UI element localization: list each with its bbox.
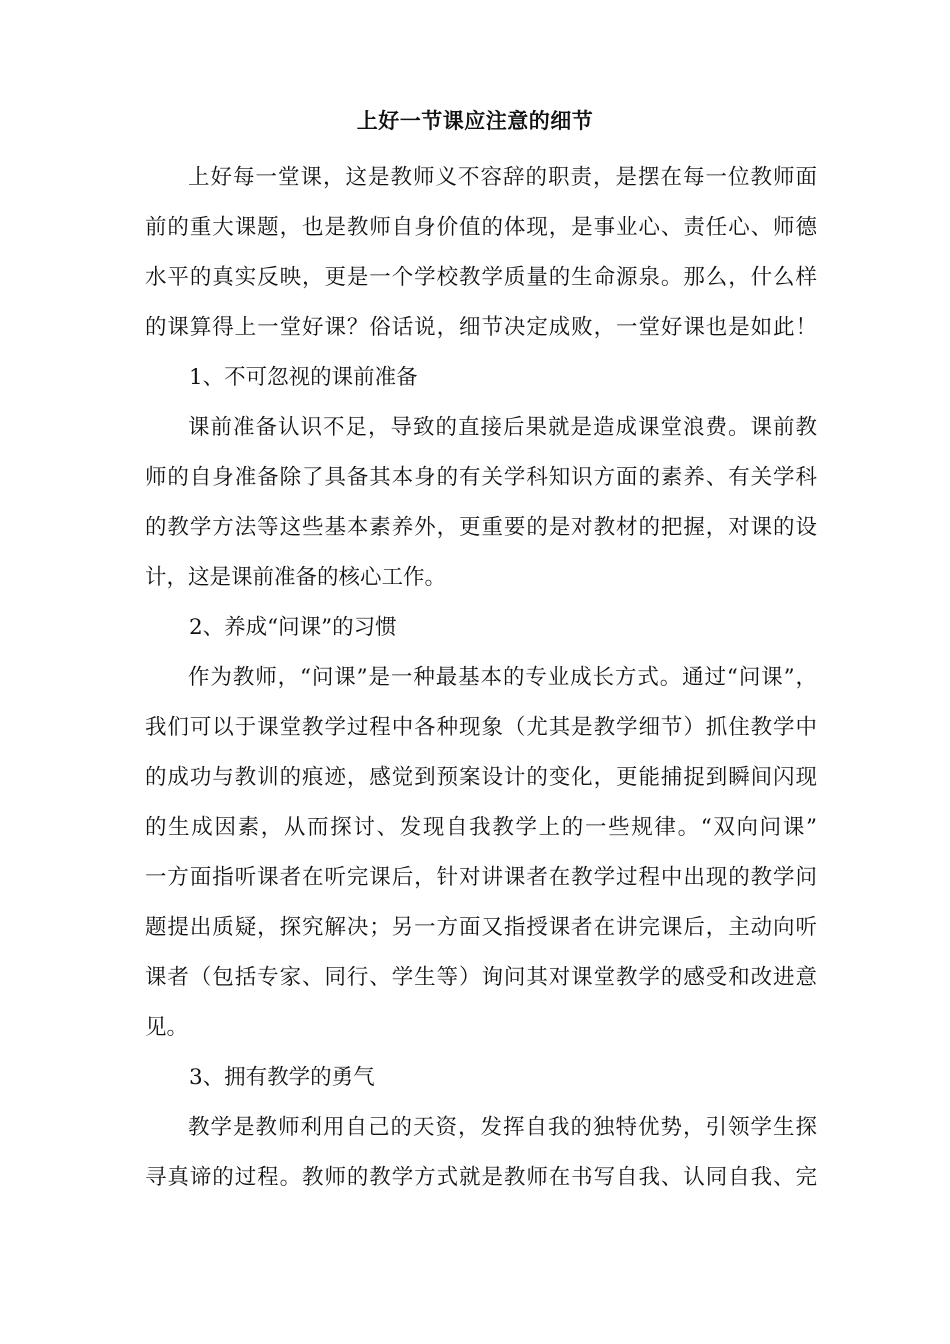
paragraph-3-line-6: 题提出质疑，探究解决；另一方面又指授课者在讲完课后，主动向听	[145, 915, 817, 940]
paragraph-3-line-2: 我们可以于课堂教学过程中各种现象（尤其是教学细节）抓住教学中	[145, 715, 817, 740]
paragraph-2-line-2: 师的自身准备除了具备其本身的有关学科知识方面的素养、有关学科	[145, 465, 817, 490]
paragraph-1-line-1: 上好每一堂课，这是教师义不容辞的职责，是摆在每一位教师面	[188, 165, 817, 190]
paragraph-3-line-3: 的成功与教训的痕迹，感觉到预案设计的变化，更能捕捉到瞬间闪现	[145, 765, 817, 790]
paragraph-2-line-1: 课前准备认识不足，导致的直接后果就是造成课堂浪费。课前教	[188, 415, 817, 440]
paragraph-1-line-3: 水平的真实反映，更是一个学校教学质量的生命源泉。那么，什么样	[145, 265, 817, 290]
document-body	[145, 153, 817, 1203]
section-heading-1: 1、不可忽视的课前准备	[189, 365, 418, 390]
paragraph-1-line-4: 的课算得上一堂好课？俗话说，细节决定成败，一堂好课也是如此！	[145, 315, 817, 340]
paragraph-4-line-1: 教学是教师利用自己的天资，发挥自我的独特优势，引领学生探	[188, 1115, 817, 1140]
paragraph-3-line-7: 课者（包括专家、同行、学生等）询问其对课堂教学的感受和改进意	[145, 965, 817, 990]
paragraph-2-line-3: 的教学方法等这些基本素养外，更重要的是对教材的把握，对课的设	[145, 515, 817, 540]
paragraph-1-line-2: 前的重大课题，也是教师自身价值的体现，是事业心、责任心、师德	[145, 215, 817, 240]
paragraph-2-line-4: 计，这是课前准备的核心工作。	[145, 565, 447, 590]
section-heading-2: 2、养成“问课”的习惯	[189, 615, 397, 640]
paragraph-3-line-5: 一方面指听课者在听完课后，针对讲课者在教学过程中出现的教学问	[145, 865, 817, 890]
document-title: 上好一节课应注意的细节	[356, 108, 594, 133]
paragraph-3-line-4: 的生成因素，从而探讨、发现自我教学上的一些规律。“双向问课”	[145, 815, 817, 840]
paragraph-4-line-2: 寻真谛的过程。教师的教学方式就是教师在书写自我、认同自我、完	[145, 1165, 817, 1190]
paragraph-3-line-8: 见。	[145, 1015, 189, 1040]
section-heading-3: 3、拥有教学的勇气	[189, 1065, 375, 1090]
paragraph-3-line-1: 作为教师，“问课”是一种最基本的专业成长方式。通过“问课”，	[188, 665, 817, 690]
